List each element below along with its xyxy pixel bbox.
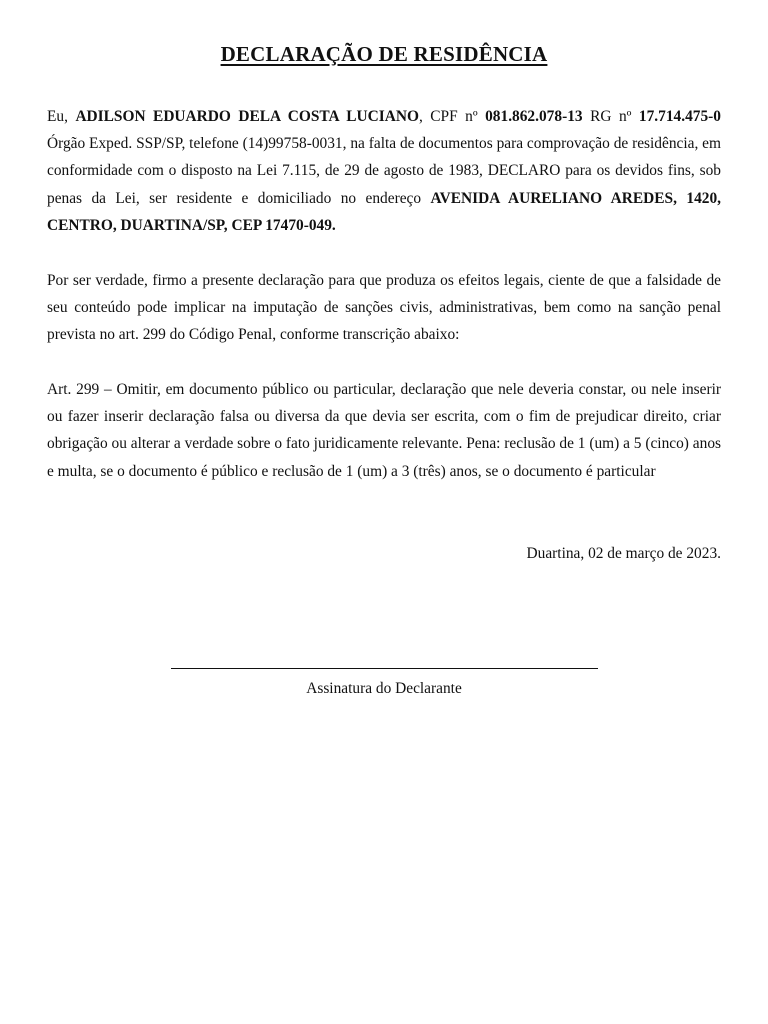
cpf-label: , CPF nº bbox=[418, 108, 486, 125]
declarant-address: AVENIDA AURELIANO AREDES, 1420, CENTRO, DUARTINA/SP, CEP 17470-049. bbox=[47, 189, 722, 234]
rg-number: 17.714.475-0 bbox=[638, 108, 721, 125]
penal-code-article-paragraph: Art. 299 – Omitir, em documento público ou particular, declaração que nele deveria constar, ou nele inserir ou fazer inserir declaração falsa ou diversa da que devia ser escrita, com o fim de prejudicar direito, criar obrigação ou alterar a verdade sobre o fato juridicamente relevante. Pena: reclusão de 1 (um) a 5 (cinco) anos e multa, se o documento é público e reclusão de 1 (um) a 3 (três) anos, se o documento é particular bbox=[47, 381, 721, 480]
truth-statement-paragraph: Por ser verdade, firmo a presente declaração para que produza os efeitos legais, ciente de que a falsidade de seu conteúdo pode implicar na imputação de sanções civis, administrativas, bem como na sanção penal prevista no art. 299 do Código Penal, conforme transcrição abaixo: bbox=[47, 272, 721, 344]
cpf-number: 081.862.078-13 bbox=[485, 108, 583, 125]
declaration-intro: Eu, bbox=[47, 108, 76, 125]
document-title: DECLARAÇÃO DE RESIDÊNCIA bbox=[220, 42, 548, 66]
rg-label: RG nº bbox=[582, 108, 639, 125]
declarant-name: ADILSON EDUARDO DELA COSTA LUCIANO bbox=[75, 108, 419, 125]
signature-line bbox=[171, 668, 598, 669]
place-and-date: Duartina, 02 de março de 2023. bbox=[526, 545, 721, 562]
signature-label: Assinatura do Declarante bbox=[306, 680, 462, 697]
declaration-paragraph bbox=[47, 103, 721, 239]
declaration-body: Órgão Exped. SSP/SP, telefone (14)99758-0031, na falta de documentos para comprovação de residência, em conformidade com o disposto na Lei 7.115, de 29 de agosto de 1983, DECLARO para os devidos fins, sob penas da Lei, ser residente e domiciliado no endereço bbox=[47, 135, 721, 207]
